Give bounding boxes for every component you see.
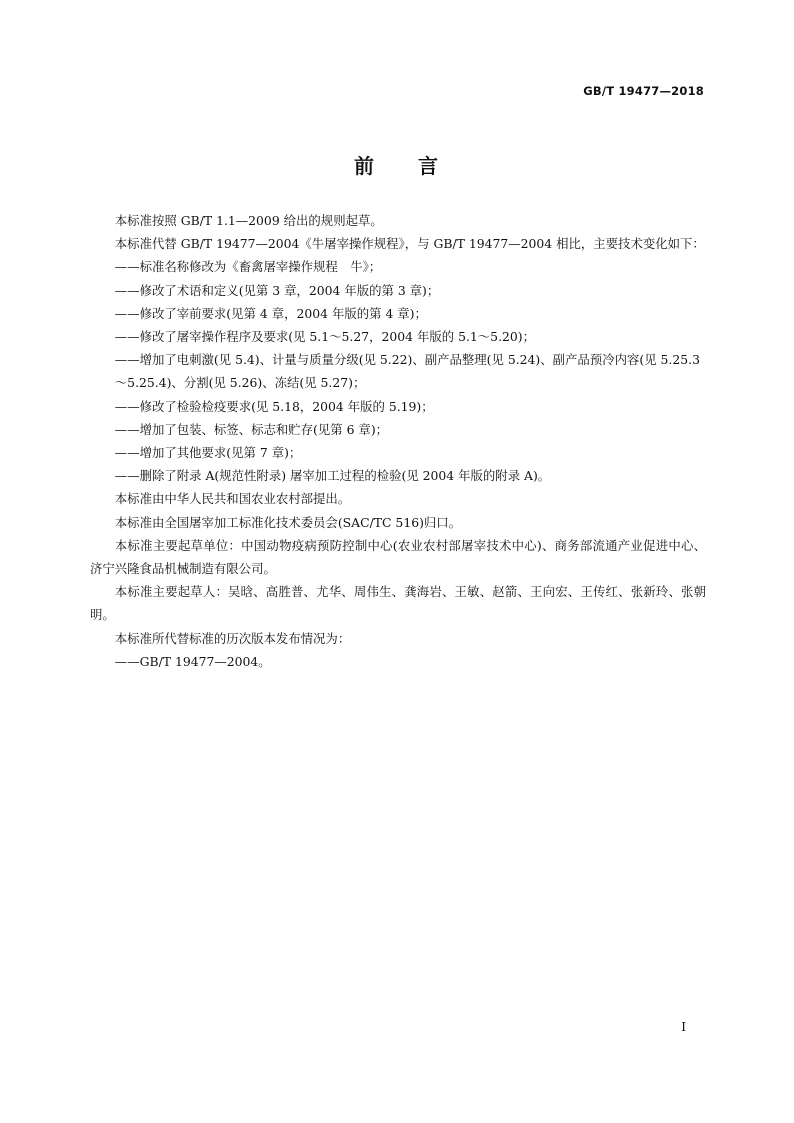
- change-item: ——标准名称修改为《畜禽屠宰操作规程 牛》；: [114, 259, 382, 275]
- change-item: ——增加了电刺激(见 5.4)、计量与质量分级(见 5.22)、副产品整理(见 5.24)、副产品预冷内容(见 5.25.3～5.25.4)、分割(见 5.26)、冻结(见 5.27)；: [114, 352, 700, 391]
- paragraph-proposed: 本标准由中华人民共和国农业农村部提出。: [114, 491, 351, 507]
- page-number: I: [681, 1020, 686, 1034]
- standard-code: GB/T 19477—2018: [583, 84, 704, 98]
- title-char-2: 言: [418, 154, 440, 178]
- paragraph-history-intro: 本标准所代替标准的历次版本发布情况为：: [114, 630, 351, 646]
- change-item: ——增加了包装、标签、标志和贮存(见第 6 章)；: [114, 421, 389, 437]
- change-item: ——修改了屠宰操作程序及要求(见 5.1～5.27，2004 年版的 5.1～5.20)；: [114, 329, 535, 345]
- paragraph-intro: 本标准按照 GB/T 1.1—2009 给出的规则起草。: [114, 213, 383, 228]
- paragraph-replace: 本标准代替 GB/T 19477—2004《牛屠宰操作规程》，与 GB/T 19477—2004 相比，主要技术变化如下：: [114, 236, 705, 252]
- change-item: ——增加了其他要求(见第 7 章)；: [114, 445, 302, 461]
- change-item: ——修改了术语和定义(见第 3 章，2004 年版的第 3 章)；: [114, 282, 440, 298]
- history-item: ——GB/T 19477—2004。: [114, 653, 271, 669]
- change-item: ——修改了宰前要求(见第 4 章，2004 年版的第 4 章)；: [114, 305, 427, 321]
- foreword-body: [90, 209, 706, 673]
- page-title: [0, 150, 794, 179]
- paragraph-drafters: 本标准主要起草人：吴晗、高胜普、尤华、周伟生、龚海岩、王敏、赵箭、王向宏、王传红、张新玲、张朝明。: [90, 584, 706, 623]
- title-char-1: 前: [354, 154, 376, 178]
- change-item: ——删除了附录 A(规范性附录) 屠宰加工过程的检验(见 2004 年版的附录 A)。: [114, 468, 551, 484]
- paragraph-centralized: 本标准由全国屠宰加工标准化技术委员会(SAC/TC 516)归口。: [114, 514, 462, 530]
- paragraph-drafting-units: 本标准主要起草单位：中国动物疫病预防控制中心(农业农村部屠宰技术中心)、商务部流通产业促进中心、济宁兴隆食品机械制造有限公司。: [90, 537, 706, 577]
- change-item: ——修改了检验检疫要求(见 5.18，2004 年版的 5.19)；: [114, 398, 434, 414]
